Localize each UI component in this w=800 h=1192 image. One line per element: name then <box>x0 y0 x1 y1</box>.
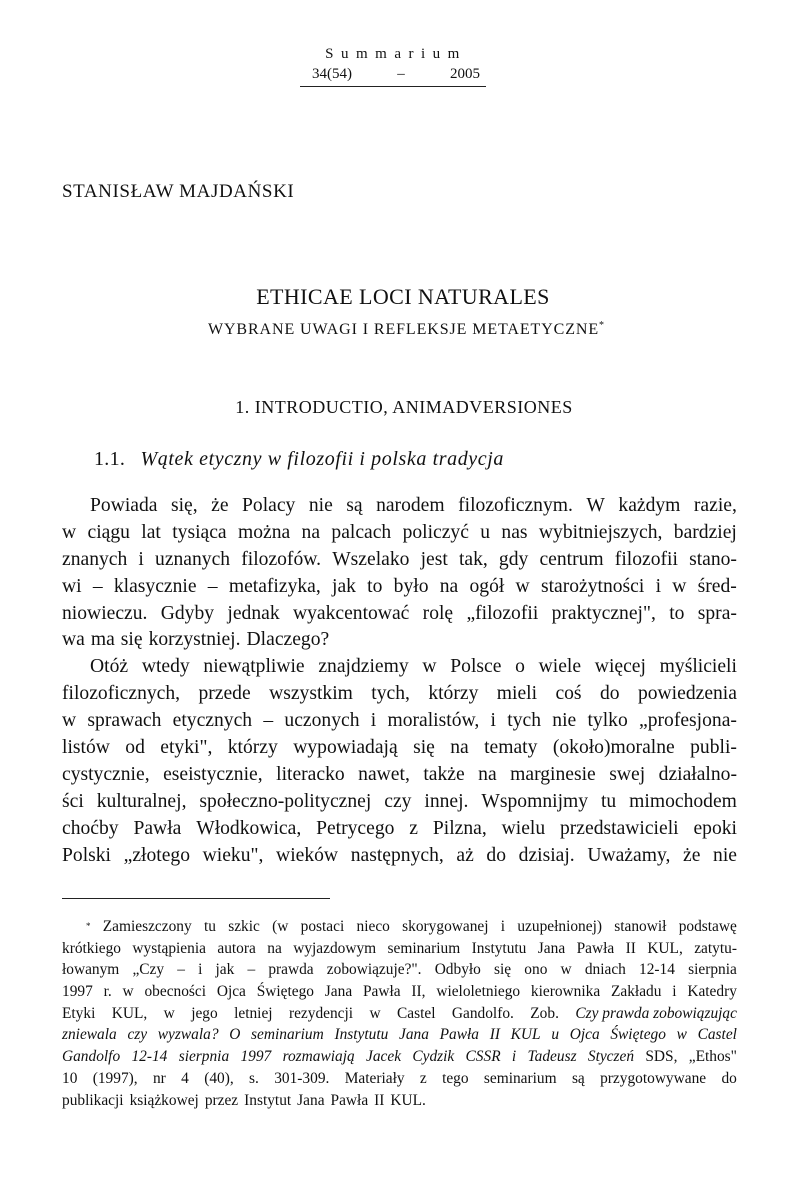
subsection-title: Wątek etyczny w filozofii i polska tradycja <box>140 448 505 470</box>
text-line: niowieczu. Gdyby jednak wyakcentować rolę „filozofii praktycznej", to spra- <box>62 602 737 624</box>
footnote-line: Gandolfo 12-14 sierpnia 1997 rozmawiają Jacek Cydzik CSSR i Tadeusz Styczeń SDS, „Ethos" <box>62 1046 737 1068</box>
subsection-number: 1.1. <box>94 448 126 470</box>
footnote-line: publikacji książkowej przez Instytut Jana Pawła II KUL. <box>62 1091 426 1109</box>
text-line: w sprawach etycznych – uczonych i moralistów, i tych nie tylko „profesjona- <box>62 710 737 732</box>
article-title: ETHICAE LOCI NATURALES <box>256 284 550 309</box>
text-line: w ciągu lat tysiąca można na palcach policzyć u nas wybitniejszych, bardziej <box>62 521 737 543</box>
text-line: wa ma się korzystniej. Dlaczego? <box>62 629 330 651</box>
footnote-marker: * <box>599 320 605 331</box>
journal-name: Summarium <box>325 46 467 62</box>
footnote-marker: * <box>86 921 91 931</box>
text-line: listów od etyki", którzy wypowiadają się na tematy (około)moralne publi- <box>62 737 737 759</box>
journal-issue <box>300 64 486 87</box>
body-text <box>62 493 737 869</box>
subtitle-text: WYBRANE UWAGI I REFLEKSJE METAETYCZNE <box>207 321 600 338</box>
journal-reference: „Ethos" <box>688 1048 737 1066</box>
text-line: Polski „złotego wieku", wieków następnych, aż do dzisiaj. Uważamy, że nie <box>62 844 737 866</box>
text-line: filozoficznych, przede wszystkim tych, którzy mieli coś do powiedzenia <box>62 683 737 705</box>
journal-volume: 34(54) <box>312 66 352 82</box>
footnote-line: Etyki KUL, w jego letniej rezydencji w Castel Gandolfo. Zob. Czy prawda zobowiązując <box>62 1003 737 1025</box>
text-line: ści kulturalnej, społeczno-politycznej czy innej. Wspomnijmy tu mimochodem <box>62 790 737 812</box>
section-heading: 1. INTRODUCTIO, ANIMADVERSIONES <box>235 397 573 417</box>
footnote-line: * Zamieszczony tu szkic (w postaci nieco skorygowanej i uzupełnionej) stanowił podstawę <box>62 916 737 938</box>
footnote-line: 1997 r. w obecności Ojca Świętego Jana Pawła II, wieloletniego kierownika Zakładu i Katedry <box>62 983 737 1001</box>
text-line: wi – klasycznie – metafizyka, jak to było na ogół w starożytności i w śred- <box>62 575 737 597</box>
text-line: Otóż wtedy niewątpliwie znajdziemy w Polsce o wiele więcej myślicieli <box>90 656 737 678</box>
footnote <box>62 916 737 1111</box>
text-line: cystycznie, eseistycznie, literacko nawet, także na marginesie swej działalno- <box>62 763 737 785</box>
footnote-line: łowanym „Czy – i jak – prawda zobowiązuje?". Odbyło się ono w dniach 12-14 sierpnia <box>62 961 737 979</box>
journal-year: 2005 <box>450 66 480 82</box>
footnote-line: 10 (1997), nr 4 (40), s. 301-309. Materiały z tego seminarium są przygotowywane do <box>62 1069 737 1087</box>
journal-dash: – <box>397 66 405 82</box>
author-name: STANISŁAW MAJDAŃSKI <box>62 181 295 202</box>
italic-reference: Czy prawda zobowiązując <box>575 1004 737 1022</box>
footnote-line: krótkiego wystąpienia autora na wyjazdowym seminarium Instytutu Jana Pawła II KUL, zatytu- <box>62 939 737 957</box>
footnote-rule <box>62 898 330 899</box>
text-line: choćby Pawła Włodkowica, Petrycego z Pilzna, wielu przedstawicieli epoki <box>62 817 737 839</box>
journal-header <box>300 44 486 87</box>
subsection-heading <box>94 448 504 471</box>
text-line: znanych i uznanych filozofów. Wszelako jest tak, gdy centrum filozofii stano- <box>62 548 737 570</box>
footnote-line: zniewala czy wyzwala? O seminarium Instytutu Jana Pawła II KUL u Ojca Świętego w Castel <box>62 1026 737 1044</box>
text-line: Powiada się, że Polacy nie są narodem filozoficznym. W każdym razie, <box>90 495 737 516</box>
article-subtitle <box>0 320 800 339</box>
